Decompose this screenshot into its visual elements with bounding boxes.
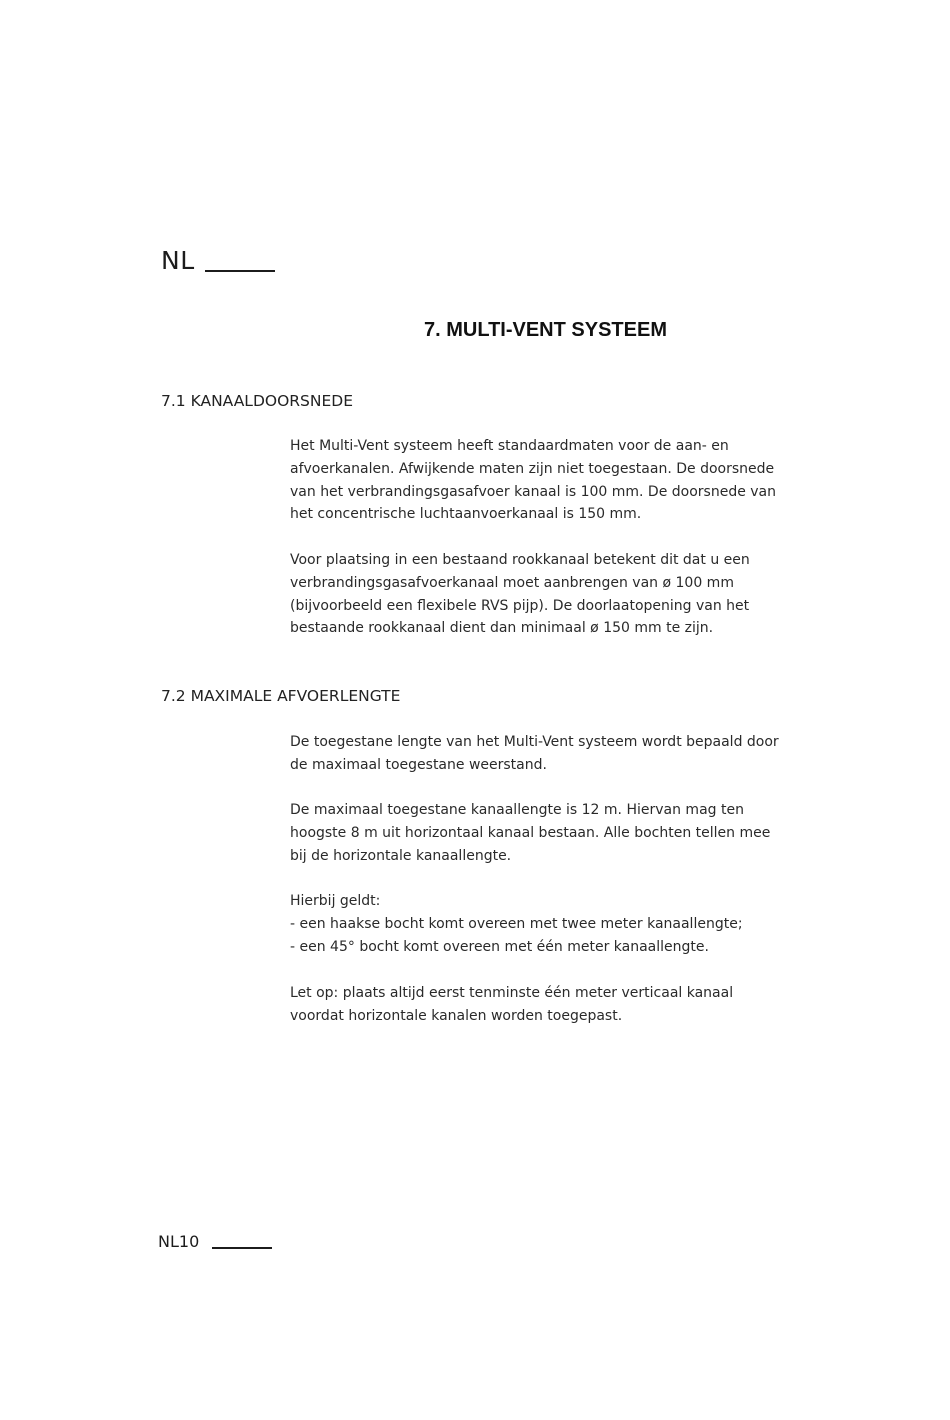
paragraph-kanaaldoorsnede-intro xyxy=(290,435,810,526)
text-line: Hierbij geldt: xyxy=(290,893,381,909)
paragraph-maximale-kanaallengte xyxy=(290,799,810,867)
text-line: verbrandingsgasafvoerkanaal moet aanbrengen van ø 100 mm xyxy=(290,574,734,591)
text-line: Het Multi-Vent systeem heeft standaardmaten voor de aan- en xyxy=(290,438,729,454)
text-line: bestaande rookkanaal dient dan minimaal ø 150 mm te zijn. xyxy=(290,620,714,637)
text-line: Voor plaatsing in een bestaand rookkanaal betekent dit dat u een xyxy=(290,552,750,568)
text-line: (bijvoorbeeld een flexibele RVS pijp). De doorlaatopening van het xyxy=(290,597,750,614)
text-line: hoogste 8 m uit horizontaal kanaal bestaan. Alle bochten tellen mee xyxy=(290,824,771,841)
paragraph-let-op xyxy=(290,982,810,1028)
text-line: Let op: plaats altijd eerst tenminste één meter verticaal kanaal xyxy=(290,985,734,1001)
text-line: van het verbrandingsgasafvoer kanaal is 100 mm. De doorsnede van xyxy=(290,483,777,500)
text-line: voordat horizontale kanalen worden toegepast. xyxy=(290,1007,623,1024)
header-rule xyxy=(205,270,275,272)
text-line: het concentrische luchtaanvoerkanaal is 150 mm. xyxy=(290,506,642,523)
section-heading-kanaaldoorsnede: 7.1 KANAALDOORSNEDE xyxy=(161,392,354,410)
language-tag: NL xyxy=(161,246,195,275)
text-line: bij de horizontale kanaallengte. xyxy=(290,847,512,864)
section-heading-maximale-afvoerlengte: 7.2 MAXIMALE AFVOERLENGTE xyxy=(161,687,401,705)
list-item: - een 45° bocht komt overeen met één meter kanaallengte. xyxy=(290,938,709,955)
text-line: de maximaal toegestane weerstand. xyxy=(290,756,547,773)
paragraph-bochten-regels xyxy=(290,890,810,958)
text-line: De maximaal toegestane kanaallengte is 12 m. Hiervan mag ten xyxy=(290,802,744,818)
page-number: NL10 xyxy=(158,1232,200,1251)
chapter-title: 7. MULTI-VENT SYSTEEM xyxy=(424,319,667,341)
paragraph-toegestane-lengte xyxy=(290,731,810,777)
list-item: - een haakse bocht komt overeen met twee meter kanaallengte; xyxy=(290,915,743,932)
text-line: afvoerkanalen. Afwijkende maten zijn niet toegestaan. De doorsnede xyxy=(290,460,775,477)
footer-rule xyxy=(212,1247,272,1249)
text-line: De toegestane lengte van het Multi-Vent systeem wordt bepaald door xyxy=(290,734,779,750)
paragraph-bestaand-rookkanaal xyxy=(290,549,810,640)
